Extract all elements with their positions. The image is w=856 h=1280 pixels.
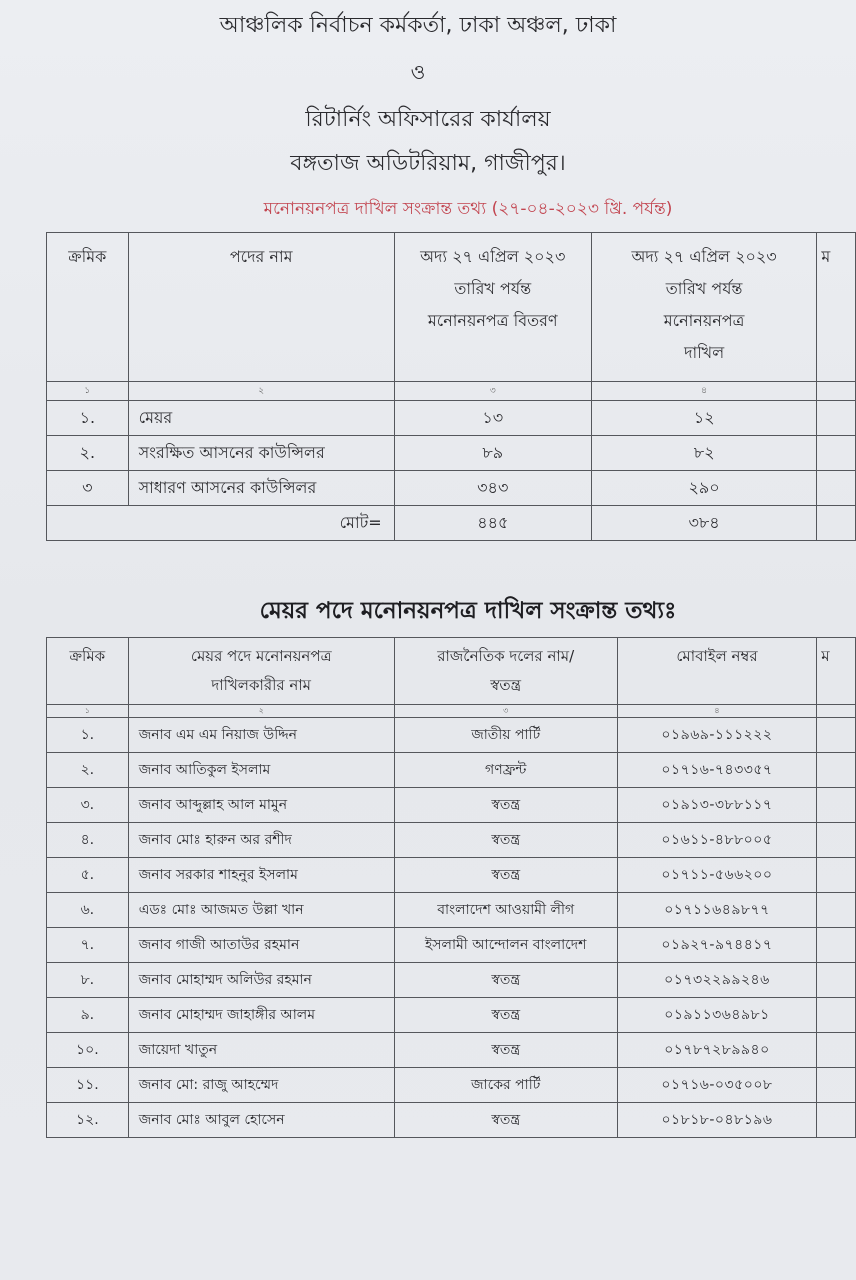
table-row xyxy=(47,998,856,1033)
party-cell: স্বতন্ত্র xyxy=(394,788,617,823)
table-row xyxy=(47,858,856,893)
header-cutoff: ম xyxy=(817,233,856,382)
candidate-name-cell: জনাব সরকার শাহনুর ইসলাম xyxy=(128,858,394,893)
column-index-row xyxy=(47,382,856,401)
candidate-name-cell: জনাব মোঃ আবুল হোসেন xyxy=(128,1103,394,1138)
nomination-summary-table xyxy=(46,232,856,541)
cutoff-cell xyxy=(817,963,856,998)
header-line: দাখিল xyxy=(684,343,725,362)
header-party xyxy=(394,638,617,705)
table-row xyxy=(47,1103,856,1138)
serial-cell: ৪. xyxy=(47,823,129,858)
column-index: ৪ xyxy=(617,705,817,718)
mobile-cell: ০১৭১১-৫৬৬২০০ xyxy=(617,858,817,893)
cutoff-cell xyxy=(817,893,856,928)
table-row xyxy=(47,436,856,471)
serial-cell: ২. xyxy=(47,436,129,471)
header-line: দাখিলকারীর নাম xyxy=(211,676,312,694)
cutoff-cell xyxy=(817,506,856,541)
party-cell: স্বতন্ত্র xyxy=(394,823,617,858)
mobile-cell: ০১৯৬৯-১১১২২২ xyxy=(617,718,817,753)
table-row xyxy=(47,788,856,823)
serial-cell: ১. xyxy=(47,718,129,753)
mobile-cell: ০১৯২৭-৯৭৪৪১৭ xyxy=(617,928,817,963)
table-row xyxy=(47,471,856,506)
column-index: ২ xyxy=(128,705,394,718)
serial-cell: ৬. xyxy=(47,893,129,928)
total-row xyxy=(47,506,856,541)
mobile-cell: ০১৭১৬-০৩৫০০৮ xyxy=(617,1068,817,1103)
party-cell: স্বতন্ত্র xyxy=(394,1033,617,1068)
table-row xyxy=(47,401,856,436)
candidate-name-cell: জনাব আব্দুল্লাহ আল মামুন xyxy=(128,788,394,823)
mobile-cell: ০১৮১৮-০৪৮১৯৬ xyxy=(617,1103,817,1138)
distributed-cell: ১৩ xyxy=(394,401,591,436)
office-title: আঞ্চলিক নির্বাচন কর্মকর্তা, ঢাকা অঞ্চল, ঢাকা xyxy=(219,13,617,38)
table-row xyxy=(47,753,856,788)
distributed-cell: ৮৯ xyxy=(394,436,591,471)
mobile-cell: ০১৭৮৭২৮৯৯৪০ xyxy=(617,1033,817,1068)
header-line: মেয়র পদে মনোনয়নপত্র xyxy=(190,647,332,665)
mayor-section-title: মেয়র পদে মনোনয়নপত্র দাখিল সংক্রান্ত তথ্যঃ xyxy=(259,598,677,624)
table-row xyxy=(47,1068,856,1103)
mayor-candidates-table xyxy=(46,637,856,1138)
cutoff-cell xyxy=(817,718,856,753)
party-cell: বাংলাদেশ আওয়ামী লীগ xyxy=(394,893,617,928)
post-cell: সাধারণ আসনের কাউন্সিলর xyxy=(128,471,394,506)
header-line: তারিখ পর্যন্ত xyxy=(454,279,532,298)
header-line: মনোনয়নপত্র xyxy=(663,311,745,330)
column-index: ৩ xyxy=(394,705,617,718)
serial-cell: ৭. xyxy=(47,928,129,963)
column-index-row xyxy=(47,705,856,718)
header-serial: ক্রমিক xyxy=(47,233,129,382)
header-line: অদ্য ২৭ এপ্রিল ২০২৩ xyxy=(631,247,777,266)
header-line: স্বতন্ত্র xyxy=(490,676,522,694)
header-line: রাজনৈতিক দলের নাম/ xyxy=(437,647,575,665)
cutoff-cell xyxy=(817,753,856,788)
nomination-summary-subtitle: মনোনয়নপত্র দাখিল সংক্রান্ত তথ্য (২৭-০৪-২০২৩ খ্রি. পর্যন্ত) xyxy=(263,199,673,219)
table-row xyxy=(47,928,856,963)
candidate-name-cell: জায়েদা খাতুন xyxy=(128,1033,394,1068)
cutoff-cell xyxy=(817,1068,856,1103)
header-line: তারিখ পর্যন্ত xyxy=(665,279,743,298)
cutoff-cell xyxy=(817,401,856,436)
column-index: ৪ xyxy=(591,382,817,401)
serial-cell: ১. xyxy=(47,401,129,436)
total-distributed: ৪৪৫ xyxy=(394,506,591,541)
mobile-cell: ০১৯১১৩৬৪৯৮১ xyxy=(617,998,817,1033)
mobile-cell: ০১৭১১৬৪৯৮৭৭ xyxy=(617,893,817,928)
column-index: ২ xyxy=(128,382,394,401)
cutoff-cell xyxy=(817,858,856,893)
returning-office-title: রিটার্নিং অফিসারের কার্যালয় xyxy=(305,107,551,132)
table-row xyxy=(47,893,856,928)
party-cell: স্বতন্ত্র xyxy=(394,998,617,1033)
header-candidate-name xyxy=(128,638,394,705)
serial-cell: ২. xyxy=(47,753,129,788)
post-cell: সংরক্ষিত আসনের কাউন্সিলর xyxy=(128,436,394,471)
serial-cell: ৯. xyxy=(47,998,129,1033)
column-index: ১ xyxy=(47,382,129,401)
serial-cell: ১০. xyxy=(47,1033,129,1068)
candidate-name-cell: জনাব গাজী আতাউর রহমান xyxy=(128,928,394,963)
table-row xyxy=(47,963,856,998)
cutoff-cell xyxy=(817,823,856,858)
party-cell: গণফ্রন্ট xyxy=(394,753,617,788)
submitted-cell: ৮২ xyxy=(591,436,817,471)
candidate-name-cell: জনাব আতিকুল ইসলাম xyxy=(128,753,394,788)
cutoff-cell xyxy=(817,1103,856,1138)
conjunction: ও xyxy=(410,60,426,84)
serial-cell: ৮. xyxy=(47,963,129,998)
header-submitted xyxy=(591,233,817,382)
cutoff-cell xyxy=(817,1033,856,1068)
table-row xyxy=(47,1033,856,1068)
cutoff-cell xyxy=(817,928,856,963)
table-header-row xyxy=(47,233,856,382)
candidate-name-cell: জনাব মোহাম্মদ অলিউর রহমান xyxy=(128,963,394,998)
party-cell: জাতীয় পার্টি xyxy=(394,718,617,753)
serial-cell: ৫. xyxy=(47,858,129,893)
distributed-cell: ৩৪৩ xyxy=(394,471,591,506)
mobile-cell: ০১৭৩২২৯৯২৪৬ xyxy=(617,963,817,998)
header-cutoff: ম xyxy=(817,638,856,705)
header-distributed xyxy=(394,233,591,382)
table-row xyxy=(47,718,856,753)
mobile-cell: ০১৬১১-৪৮৮০০৫ xyxy=(617,823,817,858)
party-cell: স্বতন্ত্র xyxy=(394,1103,617,1138)
column-index xyxy=(817,705,856,718)
serial-cell: ৩. xyxy=(47,788,129,823)
column-index: ১ xyxy=(47,705,129,718)
serial-cell: ৩ xyxy=(47,471,129,506)
header-line: অদ্য ২৭ এপ্রিল ২০২৩ xyxy=(420,247,566,266)
candidate-rows xyxy=(47,718,856,1138)
serial-cell: ১২. xyxy=(47,1103,129,1138)
candidate-name-cell: জনাব মো: রাজু আহম্মেদ xyxy=(128,1068,394,1103)
office-address: বঙ্গতাজ অডিটরিয়াম, গাজীপুর। xyxy=(290,151,566,176)
table-row xyxy=(47,823,856,858)
submitted-cell: ১২ xyxy=(591,401,817,436)
candidate-name-cell: জনাব এম এম নিয়াজ উদ্দিন xyxy=(128,718,394,753)
header-post: পদের নাম xyxy=(128,233,394,382)
party-cell: জাকের পার্টি xyxy=(394,1068,617,1103)
candidate-name-cell: জনাব মোহাম্মদ জাহাঙ্গীর আলম xyxy=(128,998,394,1033)
mobile-cell: ০১৯১৩-৩৮৮১১৭ xyxy=(617,788,817,823)
party-cell: ইসলামী আন্দোলন বাংলাদেশ xyxy=(394,928,617,963)
cutoff-cell xyxy=(817,788,856,823)
header-mobile: মোবাইল নম্বর xyxy=(617,638,817,705)
total-label: মোট= xyxy=(47,506,395,541)
column-index xyxy=(817,382,856,401)
serial-cell: ১১. xyxy=(47,1068,129,1103)
header-serial: ক্রমিক xyxy=(47,638,129,705)
cutoff-cell xyxy=(817,471,856,506)
candidate-name-cell: এডঃ মোঃ আজমত উল্লা খান xyxy=(128,893,394,928)
cutoff-cell xyxy=(817,436,856,471)
header-line: মনোনয়নপত্র বিতরণ xyxy=(427,311,558,330)
column-index: ৩ xyxy=(394,382,591,401)
mobile-cell: ০১৭১৬-৭৪৩৩৫৭ xyxy=(617,753,817,788)
party-cell: স্বতন্ত্র xyxy=(394,963,617,998)
total-submitted: ৩৮৪ xyxy=(591,506,817,541)
cutoff-cell xyxy=(817,998,856,1033)
submitted-cell: ২৯০ xyxy=(591,471,817,506)
post-cell: মেয়র xyxy=(128,401,394,436)
candidate-name-cell: জনাব মোঃ হারুন অর রশীদ xyxy=(128,823,394,858)
table-header-row xyxy=(47,638,856,705)
party-cell: স্বতন্ত্র xyxy=(394,858,617,893)
